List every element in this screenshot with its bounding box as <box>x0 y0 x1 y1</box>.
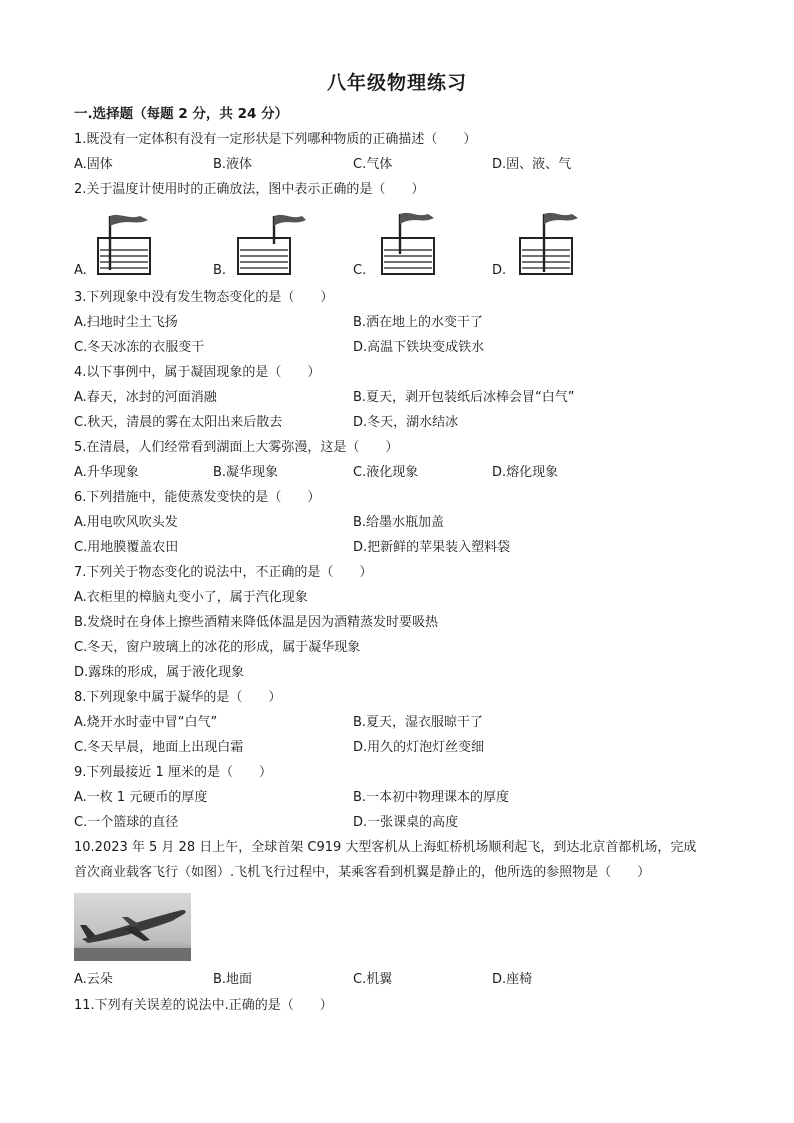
thermometer-figure-b <box>228 210 308 278</box>
question-4-option-c: C.秋天，清晨的雾在太阳出来后散去 <box>74 415 283 430</box>
question-1-option-d: D.固、液、气 <box>492 157 572 172</box>
question-8-option-d: D.用久的灯泡灯丝变细 <box>353 740 485 755</box>
question-10-option-a: A.云朵 <box>74 972 113 987</box>
question-4-option-d: D.冬天，湖水结冰 <box>353 415 459 430</box>
question-6-option-b: B.给墨水瓶加盖 <box>353 515 445 530</box>
question-2-option-a: A. <box>74 263 87 278</box>
question-2-stem: 2.关于温度计使用时的正确放法，图中表示正确的是（ ） <box>74 182 425 197</box>
question-9-option-c: C.一个篮球的直径 <box>74 815 179 830</box>
question-6-stem: 6.下列措施中，能使蒸发变快的是（ ） <box>74 490 321 505</box>
question-10-option-b: B.地面 <box>213 972 253 987</box>
question-9-option-b: B.一本初中物理课本的厚度 <box>353 790 510 805</box>
thermometer-figure-a <box>88 210 168 278</box>
question-9-stem: 9.下列最接近 1 厘米的是（ ） <box>74 765 272 780</box>
question-3-option-c: C.冬天冰冻的衣服变干 <box>74 340 205 355</box>
question-8-option-a: A.烧开水时壶中冒“白气” <box>74 715 218 730</box>
thermometer-figure-c <box>370 208 450 278</box>
question-5-option-a: A.升华现象 <box>74 465 139 480</box>
question-1-option-c: C.气体 <box>353 157 393 172</box>
question-2-option-b: B. <box>213 263 227 278</box>
thermometer-figure-d <box>508 208 588 278</box>
question-3-stem: 3.下列现象中没有发生物态变化的是（ ） <box>74 290 334 305</box>
question-7-option-d: D.露珠的形成，属于液化现象 <box>74 665 245 680</box>
question-4-option-a: A.春天，冰封的河面消融 <box>74 390 217 405</box>
question-7-option-a: A.衣柜里的樟脑丸变小了，属于汽化现象 <box>74 590 308 605</box>
question-8-stem: 8.下列现象中属于凝华的是（ ） <box>74 690 282 705</box>
question-3-option-b: B.洒在地上的水变干了 <box>353 315 484 330</box>
question-10-stem-line-1: 10.2023 年 5 月 28 日上午，全球首架 C919 大型客机从上海虹桥机场顺利起飞，到达北京首都机场，完成 <box>74 840 697 855</box>
page-title: 八年级物理练习 <box>326 72 467 94</box>
question-3-option-a: A.扫地时尘土飞扬 <box>74 315 178 330</box>
section-heading: 一.选择题（每题 2 分，共 24 分） <box>74 106 289 122</box>
question-5-stem: 5.在清晨，人们经常看到湖面上大雾弥漫，这是（ ） <box>74 440 399 455</box>
question-5-option-b: B.凝华现象 <box>213 465 279 480</box>
question-8-option-b: B.夏天，湿衣服晾干了 <box>353 715 484 730</box>
question-1-option-a: A.固体 <box>74 157 113 172</box>
question-6-option-d: D.把新鲜的苹果装入塑料袋 <box>353 540 511 555</box>
question-3-option-d: D.高温下铁块变成铁水 <box>353 340 485 355</box>
airplane-photo <box>74 893 191 961</box>
question-2-option-c: C. <box>353 263 367 278</box>
question-6-option-a: A.用电吹风吹头发 <box>74 515 178 530</box>
question-1-stem: 1.既没有一定体积有没有一定形状是下列哪种物质的正确描述（ ） <box>74 132 477 147</box>
question-1-option-b: B.液体 <box>213 157 253 172</box>
question-2-option-d: D. <box>492 263 507 278</box>
question-10-stem-line-2: 首次商业载客飞行（如图）.飞机飞行过程中，某乘客看到机翼是静止的，他所选的参照物是（ ） <box>74 865 651 880</box>
question-7-stem: 7.下列关于物态变化的说法中，不正确的是（ ） <box>74 565 373 580</box>
question-9-option-d: D.一张课桌的高度 <box>353 815 459 830</box>
question-5-option-c: C.液化现象 <box>353 465 419 480</box>
question-6-option-c: C.用地膜覆盖农田 <box>74 540 179 555</box>
question-4-option-b: B.夏天，剥开包装纸后冰棒会冒“白气” <box>353 390 575 405</box>
question-8-option-c: C.冬天早晨，地面上出现白霜 <box>74 740 244 755</box>
question-11-stem: 11.下列有关误差的说法中.正确的是（ ） <box>74 998 333 1013</box>
question-4-stem: 4.以下事例中，属于凝固现象的是（ ） <box>74 365 321 380</box>
question-10-option-c: C.机翼 <box>353 972 393 987</box>
question-7-option-b: B.发烧时在身体上擦些酒精来降低体温是因为酒精蒸发时要吸热 <box>74 615 439 630</box>
question-7-option-c: C.冬天，窗户玻璃上的冰花的形成，属于凝华现象 <box>74 640 361 655</box>
question-5-option-d: D.熔化现象 <box>492 465 559 480</box>
question-10-option-d: D.座椅 <box>492 972 533 987</box>
question-9-option-a: A.一枚 1 元硬币的厚度 <box>74 790 208 805</box>
